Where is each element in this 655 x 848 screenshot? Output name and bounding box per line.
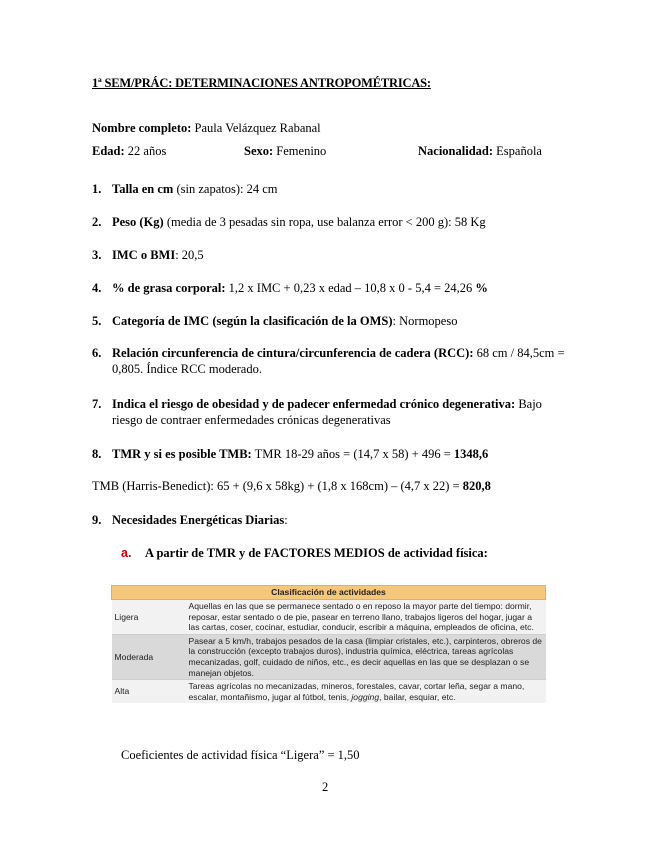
list-item (92, 446, 572, 462)
item-number: 4. (92, 281, 102, 295)
item-number: 7. (92, 397, 102, 411)
list-item (92, 280, 572, 296)
sex-line (244, 144, 326, 159)
item-text: 1,2 x IMC + 0,23 x edad – 10,8 x 0 - 5,4 = 24,26 (225, 281, 476, 295)
age-label: Edad: (92, 144, 125, 158)
item-label: Peso (Kg) (112, 215, 164, 229)
nationality-line (418, 144, 542, 159)
table-header: Clasificación de actividades (112, 586, 546, 600)
item-label: % de grasa corporal: (112, 281, 226, 295)
item-text: 68 cm / 84,5cm = 0,805. Índice RCC moderado. (112, 346, 565, 376)
description-italic: jogging (351, 691, 380, 702)
item-text: : (284, 513, 288, 527)
table-cell-description: Pasear a 5 km/h, trabajos pesados de la casa (limpiar cristales, etc.), carpinteros, obreros de la construcción (excepto trabajos duros), industria química, eléctrica, tareas agrícolas mecanizadas, golf, cuidado de niños, etc., es decir aquellas en las que se desplazan o se manejan objetos. (186, 634, 546, 679)
item-number: 2. (92, 215, 102, 229)
page-number: 2 (322, 780, 329, 794)
page-title: 1ª SEM/PRÁC: DETERMINACIONES ANTROPOMÉTRICAS: (92, 76, 431, 90)
table-row (112, 600, 546, 635)
list-item (92, 345, 572, 377)
item-number: 6. (92, 346, 102, 360)
item-text: : Normopeso (392, 314, 458, 328)
sex-label: Sexo: (244, 144, 274, 158)
sub-item-letter: a. (121, 546, 132, 560)
item-text: TMR 18-29 años = (14,7 x 58) + 496 = (251, 447, 454, 461)
list-item (92, 214, 572, 230)
table-header-row (112, 586, 546, 600)
item-label: Talla en cm (112, 182, 174, 196)
item-text-bold: 1348,6 (453, 447, 489, 461)
item-text: Bajo riesgo de contraer enfermedades crónicas degenerativas (112, 397, 542, 427)
tmb-text: TMB (Harris-Benedict): 65 + (9,6 x 58kg) + (1,8 x 168cm) – (4,7 x 22) = (92, 479, 463, 493)
table-cell-category: Moderada (112, 634, 186, 679)
table-cell-category: Ligera (112, 600, 186, 635)
table-cell-description: Aquellas en las que se permanece sentado o en reposo la mayor parte del tiempo: dormir, reposar, estar sentado o de pie, pasear en terreno llano, trabajos ligeros del hogar, jugar a las cartas, coser, cocinar, estudiar, conducir, escribir a máquina, empleados de oficina, etc. (186, 600, 546, 635)
name-label: Nombre completo: (92, 121, 192, 135)
item-label: Relación circunferencia de cintura/circunferencia de cadera (RCC): (112, 346, 474, 360)
table-row (112, 634, 546, 679)
item-text: (media de 3 pesadas sin ropa, use balanza error < 200 g): 58 Kg (163, 215, 486, 229)
table-cell-description (186, 680, 546, 704)
item-number: 8. (92, 447, 102, 461)
age-line (92, 144, 166, 159)
name-line (92, 121, 321, 136)
list-item (92, 313, 572, 329)
name-value: Paula Velázquez Rabanal (194, 121, 321, 135)
list-item (92, 396, 572, 428)
description-text: Tareas agrícolas no mecanizadas, mineros, forestales, cavar, cortar leña, segar a mano, escalar, montañismo, jugar al fútbol, tenis, (188, 681, 525, 702)
list-item (92, 247, 572, 263)
item-label: Categoría de IMC (según la clasificación de la OMS) (112, 314, 393, 328)
description-text: , bailar, esquiar, etc. (379, 691, 456, 702)
nationality-value: Española (496, 144, 542, 158)
table-cell-category: Alta (112, 680, 186, 704)
item-label: TMR y si es posible TMB: (112, 447, 252, 461)
item-text-bold: % (475, 281, 488, 295)
tmb-line (92, 479, 491, 494)
item-label: Indica el riesgo de obesidad y de padecer enfermedad crónico degenerativa: (112, 397, 516, 411)
activity-coefficient: Coeficientes de actividad física “Ligera” = 1,50 (121, 748, 360, 762)
item-number: 9. (92, 513, 102, 527)
activity-table (111, 585, 546, 703)
item-number: 3. (92, 248, 102, 262)
item-text: (sin zapatos): 24 cm (173, 182, 278, 196)
sex-value: Femenino (276, 144, 327, 158)
item-number: 1. (92, 182, 102, 196)
nationality-label: Nacionalidad: (418, 144, 494, 158)
item-text: : 20,5 (175, 248, 204, 262)
item-number: 5. (92, 314, 102, 328)
item-label: Necesidades Energéticas Diarias (112, 513, 285, 527)
sub-item-a (121, 546, 488, 561)
item-label: IMC o BMI (112, 248, 176, 262)
list-item (92, 181, 572, 197)
tmb-value: 820,8 (462, 479, 491, 493)
list-item (92, 512, 572, 528)
age-value: 22 años (127, 144, 167, 158)
sub-item-text: A partir de TMR y de FACTORES MEDIOS de actividad física: (145, 546, 488, 560)
table-row (112, 680, 546, 704)
